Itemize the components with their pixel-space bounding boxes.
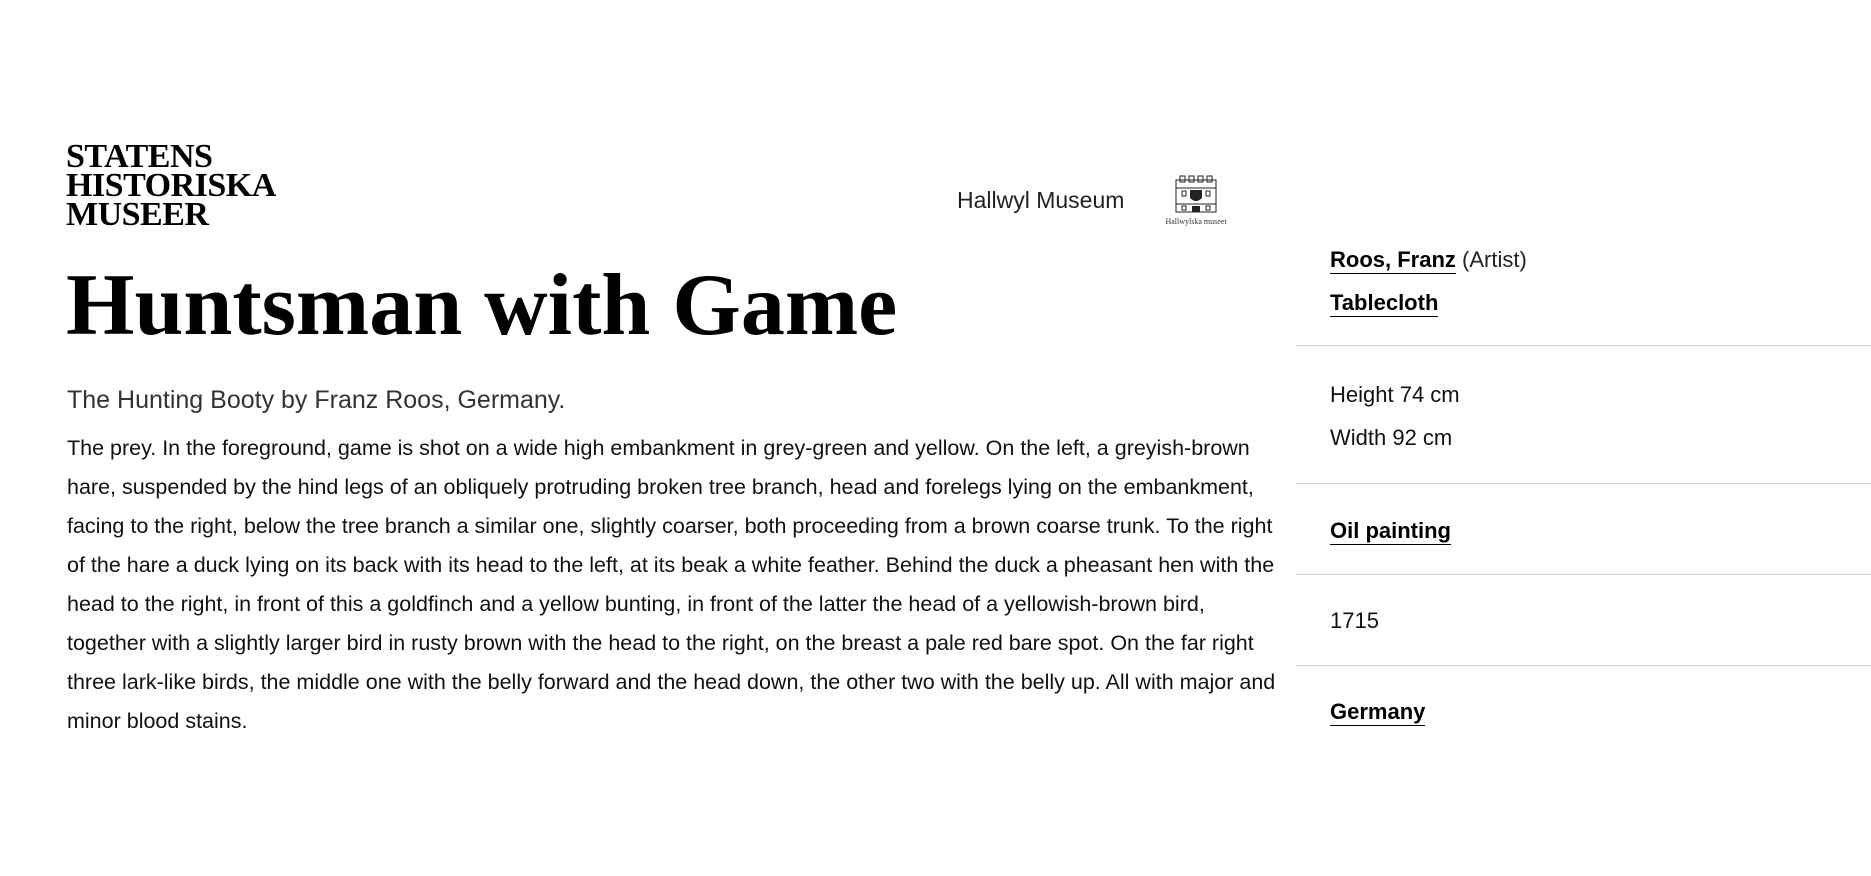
artist-role: (Artist) <box>1462 247 1527 272</box>
page-title: Huntsman with Game <box>66 257 898 354</box>
logo-line-1: STATENS <box>66 138 213 175</box>
object-facts-sidebar <box>1296 238 1871 736</box>
place-link[interactable]: Germany <box>1330 699 1426 724</box>
height-value: Height 74 cm <box>1330 382 1460 407</box>
width-value: Width 92 cm <box>1330 425 1453 450</box>
artist-section <box>1296 238 1871 346</box>
castle-emblem-icon[interactable] <box>1164 174 1228 226</box>
technique-row <box>1330 509 1871 552</box>
logo-line-3: MUSEER <box>66 196 209 233</box>
castle-emblem-graphic <box>1164 174 1228 218</box>
site-logo[interactable] <box>66 138 276 233</box>
date-value: 1715 <box>1330 608 1379 633</box>
emblem-caption: Hallwylska museet <box>1165 217 1227 226</box>
logo-line-2: HISTORISKA <box>66 167 276 204</box>
artist-row <box>1330 238 1871 281</box>
object-subtitle: The Hunting Booty by Franz Roos, Germany. <box>67 386 566 414</box>
museum-name: Hallwyl Museum <box>957 187 1125 213</box>
technique-section <box>1296 484 1871 575</box>
artist-link[interactable]: Roos, Franz <box>1330 247 1456 272</box>
classification-link[interactable]: Tablecloth <box>1330 290 1439 315</box>
place-row <box>1330 690 1871 733</box>
dimensions-section <box>1296 346 1871 484</box>
classification-row <box>1330 281 1871 324</box>
object-description: The prey. In the foreground, game is shot on a wide high embankment in grey-green and yellow. On the left, a greyish-brown hare, suspended by the hind legs of an obliquely protruding broken tree branch, head and forelegs lying on the embankment, facing to the right, below the tree branch a similar one, slightly coarser, both proceeding from a brown coarse trunk. To the right of the hare a duck lying on its back with its head to the left, at its beak a white feather. Behind the duck a pheasant hen with the head to the right, in front of this a goldfinch and a yellow bunting, in front of the latter the head of a yellowish-brown bird, together with a slightly larger bird in rusty brown with the head to the right, on the breast a pale red bare spot. On the far right three lark-like birds, the middle one with the belly forward and the head down, the other two with the belly up. All with major and minor blood stains. <box>67 436 1276 733</box>
technique-link[interactable]: Oil painting <box>1330 518 1451 543</box>
date-section <box>1296 575 1871 666</box>
place-section <box>1296 666 1871 736</box>
